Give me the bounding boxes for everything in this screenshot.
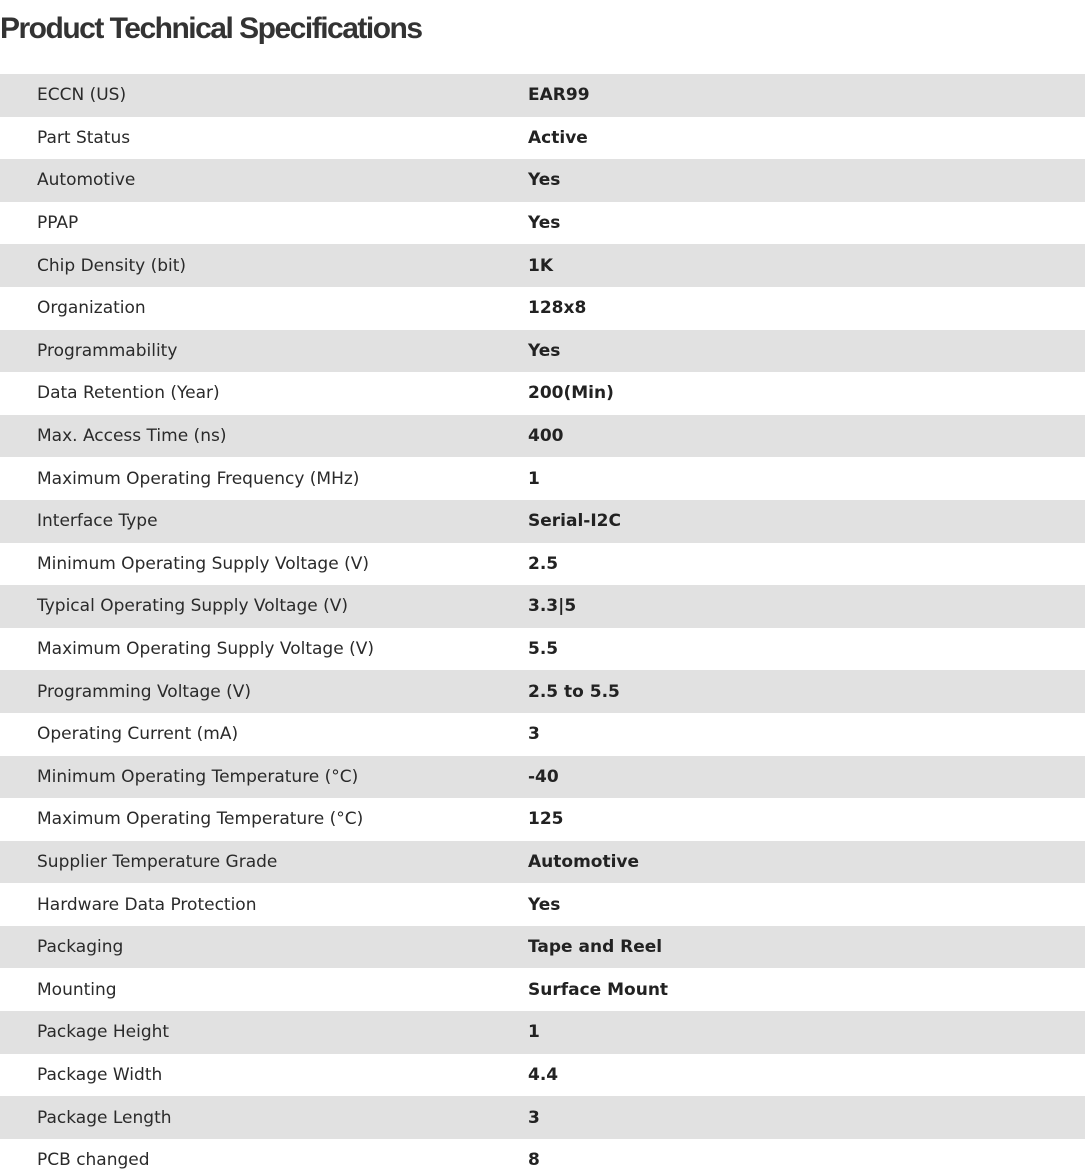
spec-value: Yes xyxy=(528,894,561,915)
table-row xyxy=(0,415,1085,458)
spec-label: Hardware Data Protection xyxy=(37,894,257,915)
spec-label: Programming Voltage (V) xyxy=(37,681,252,702)
spec-value: 128x8 xyxy=(528,298,587,319)
spec-label: Typical Operating Supply Voltage (V) xyxy=(37,596,348,617)
spec-value: 1 xyxy=(528,1022,540,1043)
spec-label: PPAP xyxy=(37,213,79,234)
table-row xyxy=(0,1096,1085,1139)
table-row xyxy=(0,628,1085,671)
spec-value: 200(Min) xyxy=(528,383,614,404)
spec-value: EAR99 xyxy=(528,85,590,106)
table-row xyxy=(0,202,1085,245)
spec-label: Package Length xyxy=(37,1107,172,1128)
spec-label: Maximum Operating Supply Voltage (V) xyxy=(37,639,374,660)
spec-value: 2.5 to 5.5 xyxy=(528,681,620,702)
table-row xyxy=(0,798,1085,841)
spec-table-body xyxy=(0,74,1085,1175)
spec-value: 5.5 xyxy=(528,639,559,660)
spec-label: Data Retention (Year) xyxy=(37,383,220,404)
spec-label: PCB changed xyxy=(37,1150,150,1171)
spec-label: Chip Density (bit) xyxy=(37,255,187,276)
spec-value: Tape and Reel xyxy=(528,937,663,958)
spec-value: 3 xyxy=(528,724,540,745)
spec-value: Yes xyxy=(528,213,561,234)
spec-value: Surface Mount xyxy=(528,979,669,1000)
spec-label: Minimum Operating Temperature (°C) xyxy=(37,766,359,787)
table-row xyxy=(0,1054,1085,1097)
spec-label: Part Status xyxy=(37,127,131,148)
spec-value: Yes xyxy=(528,340,561,361)
table-row xyxy=(0,756,1085,799)
spec-table xyxy=(0,74,1085,1175)
spec-label: Mounting xyxy=(37,979,117,1000)
page-title: Product Technical Specifications xyxy=(0,12,422,45)
spec-value: 1K xyxy=(528,255,554,276)
spec-label: Supplier Temperature Grade xyxy=(37,851,278,872)
spec-label: Package Width xyxy=(37,1064,163,1085)
table-row xyxy=(0,841,1085,884)
table-row xyxy=(0,244,1085,287)
table-row xyxy=(0,713,1085,756)
spec-value: Yes xyxy=(528,170,561,191)
table-row xyxy=(0,968,1085,1011)
table-row xyxy=(0,159,1085,202)
spec-label: ECCN (US) xyxy=(37,85,127,106)
table-row xyxy=(0,287,1085,330)
spec-label: Organization xyxy=(37,298,146,319)
spec-value: 8 xyxy=(528,1150,540,1171)
table-row xyxy=(0,1139,1085,1175)
spec-value: 2.5 xyxy=(528,553,559,574)
table-row xyxy=(0,883,1085,926)
spec-value: Serial-I2C xyxy=(528,511,621,532)
spec-value: 3.3|5 xyxy=(528,596,577,617)
table-row xyxy=(0,500,1085,543)
spec-value: 125 xyxy=(528,809,564,830)
table-row xyxy=(0,926,1085,969)
spec-value: 400 xyxy=(528,426,564,447)
table-row xyxy=(0,670,1085,713)
spec-label: Maximum Operating Temperature (°C) xyxy=(37,809,364,830)
table-row xyxy=(0,1011,1085,1054)
spec-value: 4.4 xyxy=(528,1064,559,1085)
spec-label: Packaging xyxy=(37,937,124,958)
spec-label: Minimum Operating Supply Voltage (V) xyxy=(37,553,369,574)
spec-value: Active xyxy=(528,127,588,148)
spec-label: Interface Type xyxy=(37,511,158,532)
table-row xyxy=(0,543,1085,586)
spec-label: Maximum Operating Frequency (MHz) xyxy=(37,468,360,489)
spec-label: Max. Access Time (ns) xyxy=(37,426,227,447)
table-row xyxy=(0,585,1085,628)
spec-label: Operating Current (mA) xyxy=(37,724,239,745)
spec-value: -40 xyxy=(528,766,559,787)
spec-label: Automotive xyxy=(37,170,136,191)
table-row xyxy=(0,372,1085,415)
table-row xyxy=(0,457,1085,500)
spec-value: 1 xyxy=(528,468,540,489)
spec-label: Package Height xyxy=(37,1022,170,1043)
table-row xyxy=(0,117,1085,160)
spec-value: 3 xyxy=(528,1107,540,1128)
spec-value: Automotive xyxy=(528,851,640,872)
table-row xyxy=(0,330,1085,373)
spec-label: Programmability xyxy=(37,340,178,361)
table-row xyxy=(0,74,1085,117)
